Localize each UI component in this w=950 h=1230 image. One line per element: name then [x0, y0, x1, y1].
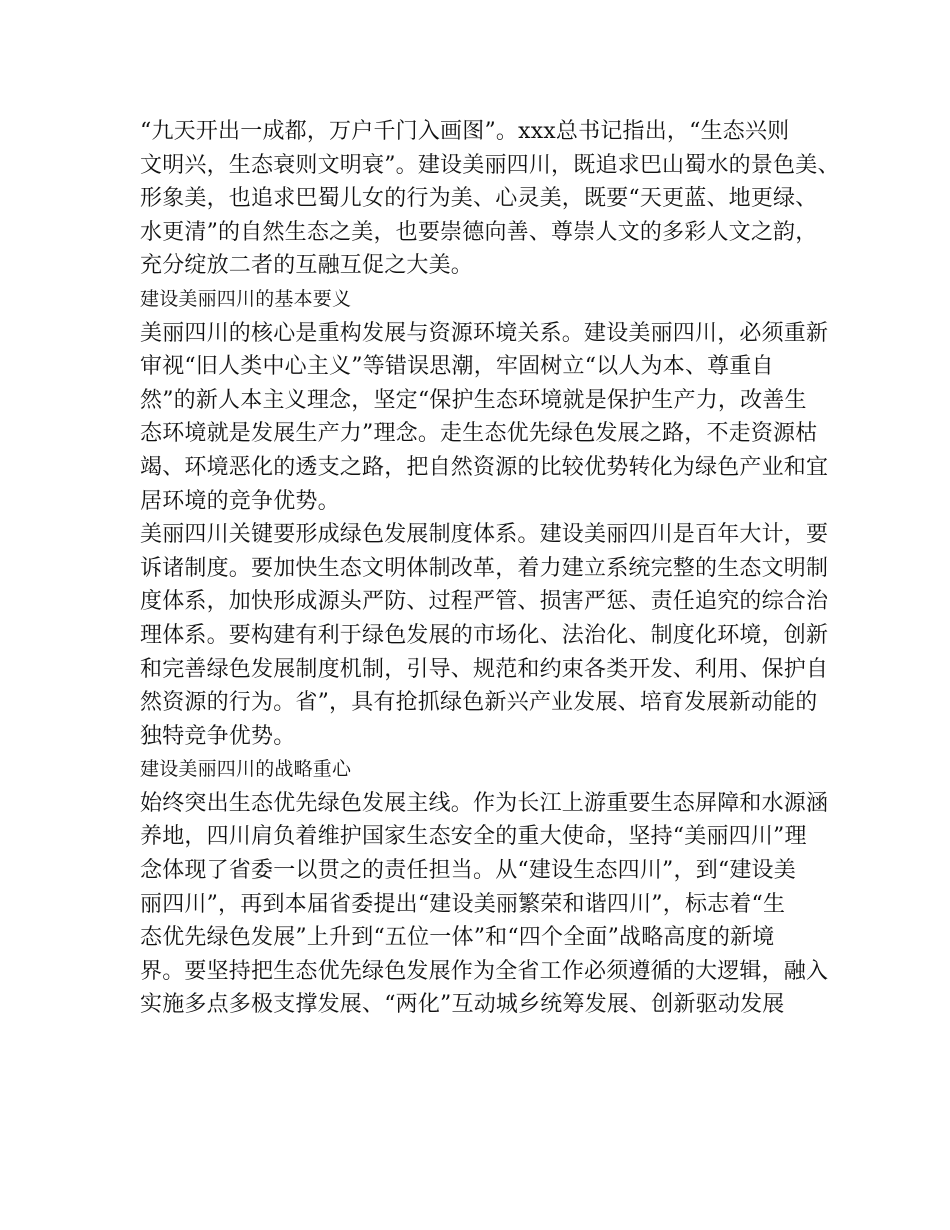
- text-line: 丽四川”，再到本届省委提出“建设美丽繁荣和谐四川”，标志着“生: [140, 891, 786, 917]
- text-line: 态环境就是发展生产力”理念。走生态优先绿色发展之路，不走资源枯: [140, 421, 818, 447]
- text-line: 竭、环境恶化的透支之路，把自然资源的比较优势转化为绿色产业和宜: [140, 454, 829, 480]
- text-line: 度体系，加快形成源头严防、过程严管、损害严惩、责任追究的综合治: [140, 589, 829, 615]
- text-line: 居环境的竞争优势。: [140, 488, 340, 514]
- text-line: 形象美，也追求巴蜀儿女的行为美、心灵美，既要“天更蓝、地更绿、: [140, 186, 818, 212]
- text-line: 界。要坚持把生态优先绿色发展作为全省工作必须遵循的大逻辑，融入: [140, 958, 829, 984]
- text-line: 诉诸制度。要加快生态文明体制改革，着力建立系统完整的生态文明制: [140, 555, 829, 581]
- text-line: 然资源的行为。省”，具有抢抓绿色新兴产业发展、培育发展新动能的: [140, 690, 818, 716]
- text-line: 充分绽放二者的互融互促之大美。: [140, 253, 474, 279]
- text-line: 念体现了省委一以贯之的责任担当。从“建设生态四川”，到“建设美: [140, 858, 796, 884]
- text-line: 和完善绿色发展制度机制，引导、规范和约束各类开发、利用、保护自: [140, 656, 829, 682]
- text-line: “九天开出一成都，万户千门入画图”。xxx总书记指出，“生态兴则: [140, 119, 790, 144]
- text-line: 理体系。要构建有利于绿色发展的市场化、法治化、制度化环境，创新: [140, 622, 829, 648]
- document-body: [140, 115, 840, 1022]
- text-line: 审视“旧人类中心主义”等错误思潮，牢固树立“以人为本、尊重自: [140, 354, 774, 380]
- text-line: 美丽四川关键要形成绿色发展制度体系。建设美丽四川是百年大计，要: [140, 522, 829, 548]
- text-line: 始终突出生态优先绿色发展主线。作为长江上游重要生态屏障和水源涵: [140, 790, 829, 816]
- text-line: 然”的新人本主义理念，坚定“保护生态环境就是保护生产力，改善生: [140, 387, 807, 413]
- text-line: 水更清”的自然生态之美，也要崇德向善、尊崇人文的多彩人文之韵，: [140, 219, 818, 245]
- section-heading: 建设美丽四川的战略重心: [140, 758, 352, 781]
- text-line: 美丽四川的核心是重构发展与资源环境关系。建设美丽四川，必须重新: [140, 320, 829, 346]
- text-line: 实施多点多极支撑发展、“两化”互动城乡统筹发展、创新驱动发展: [140, 992, 785, 1018]
- text-line: 态优先绿色发展”上升到“五位一体”和“四个全面”战略高度的新境: [140, 925, 775, 951]
- text-line: 文明兴，生态衰则文明衰”。建设美丽四川，既追求巴山蜀水的景色美、: [140, 152, 840, 178]
- text-line: 养地，四川肩负着维护国家生态安全的重大使命，坚持“美丽四川”理: [140, 824, 807, 850]
- section-heading: 建设美丽四川的基本要义: [140, 287, 352, 310]
- text-line: 独特竞争优势。: [140, 723, 296, 749]
